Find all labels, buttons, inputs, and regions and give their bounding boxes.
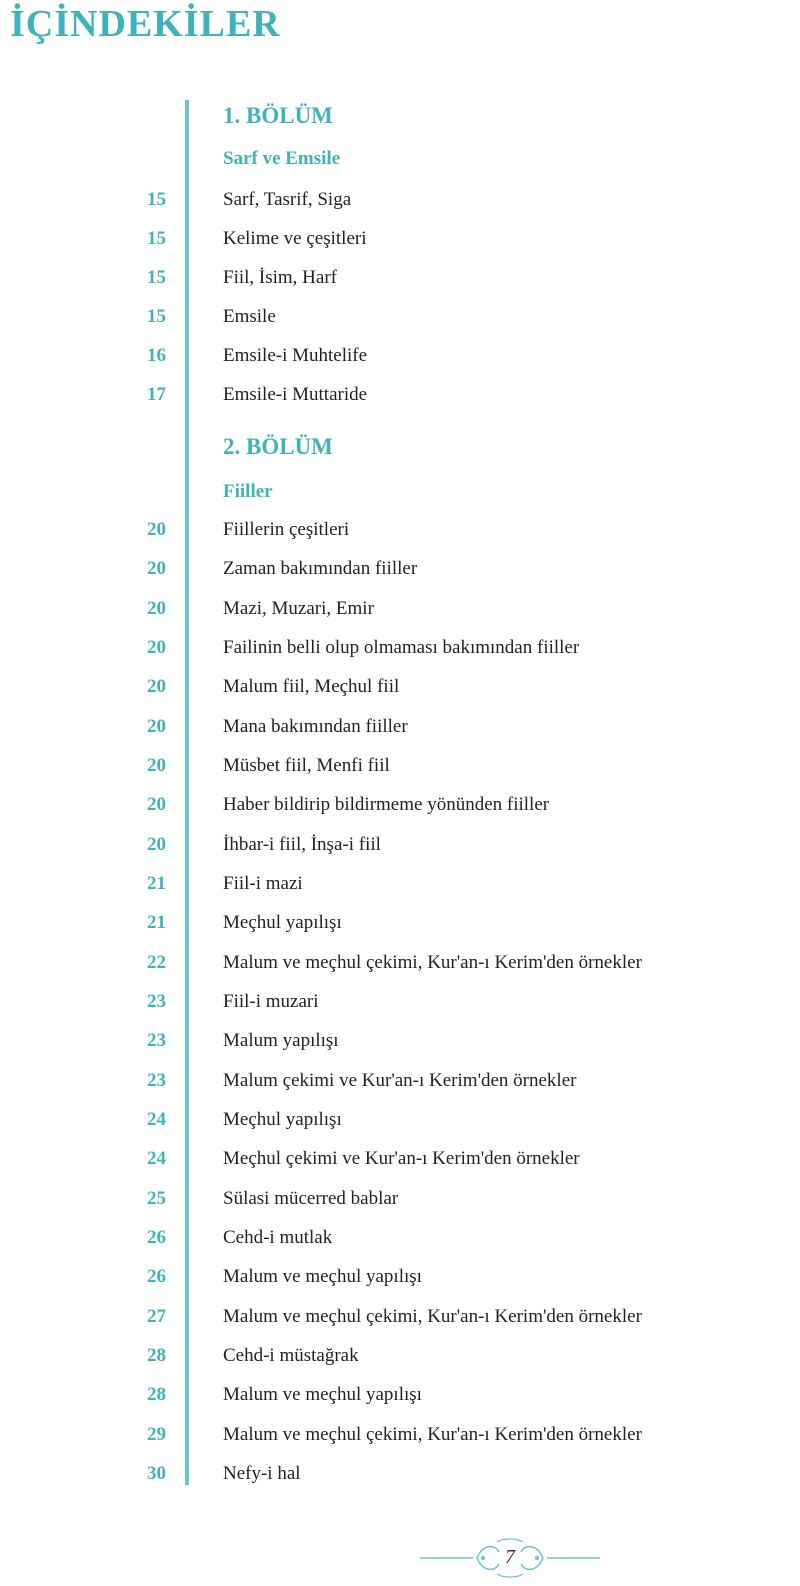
toc-page-number: 20 bbox=[147, 558, 166, 579]
toc-entry-title: Cehd-i müstağrak bbox=[223, 1345, 359, 1366]
page-title: İÇİNDEKİLER bbox=[10, 3, 281, 45]
toc-page-number: 22 bbox=[147, 952, 166, 973]
toc-page-number: 15 bbox=[147, 267, 166, 288]
toc-page-number: 16 bbox=[147, 345, 166, 366]
toc-page-number: 15 bbox=[147, 306, 166, 327]
toc-entry-title: Emsile-i Muttaride bbox=[223, 384, 368, 405]
toc-entry-title: Meçhul çekimi ve Kur'an-ı Kerim'den örnekler bbox=[223, 1148, 580, 1169]
section-subheading bbox=[0, 144, 800, 174]
toc-page-number: 28 bbox=[147, 1384, 166, 1405]
toc-entry-title: Sülasi mücerred bablar bbox=[223, 1188, 399, 1209]
toc-entry-title: Malum ve meçhul çekimi, Kur'an-ı Kerim'den örnekler bbox=[223, 952, 642, 973]
toc-entry[interactable] bbox=[0, 380, 800, 410]
toc-entry-title: Emsile-i Muhtelife bbox=[223, 345, 368, 366]
toc-page-number: 23 bbox=[147, 1070, 166, 1091]
section-heading bbox=[0, 432, 800, 462]
toc-entry[interactable] bbox=[0, 302, 800, 332]
toc-page-number: 17 bbox=[147, 384, 166, 405]
toc-entry[interactable] bbox=[0, 594, 800, 624]
toc-entry-title: Meçhul yapılışı bbox=[223, 1109, 342, 1130]
toc-page-number: 20 bbox=[147, 598, 166, 619]
toc-page-number: 20 bbox=[147, 755, 166, 776]
toc-page-number: 20 bbox=[147, 637, 166, 658]
toc-entry-title: Zaman bakımından fiiller bbox=[223, 558, 418, 579]
toc-entry-title: Haber bildirip bildirmeme yönünden fiiller bbox=[223, 794, 550, 815]
toc-entry[interactable] bbox=[0, 1420, 800, 1450]
page-number: 7 bbox=[505, 1546, 515, 1568]
toc-entry[interactable] bbox=[0, 790, 800, 820]
toc-page-number: 21 bbox=[147, 873, 166, 894]
toc-entry-title: Mazi, Muzari, Emir bbox=[223, 598, 374, 619]
toc-entry[interactable] bbox=[0, 830, 800, 860]
toc-entry[interactable] bbox=[0, 633, 800, 663]
toc-entry[interactable] bbox=[0, 1144, 800, 1174]
toc-page-number: 20 bbox=[147, 834, 166, 855]
toc-page-number: 15 bbox=[147, 189, 166, 210]
toc-entry[interactable] bbox=[0, 672, 800, 702]
toc-page-number: 23 bbox=[147, 991, 166, 1012]
toc-entry[interactable] bbox=[0, 185, 800, 215]
toc-entry-title: Sarf, Tasrif, Siga bbox=[223, 189, 352, 210]
toc-entry-title: Meçhul yapılışı bbox=[223, 912, 342, 933]
toc-page-number: 30 bbox=[147, 1463, 166, 1484]
toc-entry-title: Fiil, İsim, Harf bbox=[223, 267, 337, 288]
toc-entry-title: Fiillerin çeşitleri bbox=[223, 519, 350, 540]
toc-page-number: 20 bbox=[147, 716, 166, 737]
toc-entry-title: Fiil-i muzari bbox=[223, 991, 319, 1012]
toc-entry-title: Malum ve meçhul çekimi, Kur'an-ı Kerim'den örnekler bbox=[223, 1424, 642, 1445]
toc-entry[interactable] bbox=[0, 1262, 800, 1292]
toc-entry[interactable] bbox=[0, 1380, 800, 1410]
toc-entry-title: Fiil-i mazi bbox=[223, 873, 303, 894]
toc-entry-title: Malum çekimi ve Kur'an-ı Kerim'den örnekler bbox=[223, 1070, 577, 1091]
toc-page-number: 20 bbox=[147, 676, 166, 697]
toc-entry[interactable] bbox=[0, 341, 800, 371]
toc-entry[interactable] bbox=[0, 1459, 800, 1489]
toc-page-number: 20 bbox=[147, 794, 166, 815]
toc-page-number: 27 bbox=[147, 1306, 166, 1327]
toc-entry[interactable] bbox=[0, 224, 800, 254]
toc-entry-title: Malum ve meçhul yapılışı bbox=[223, 1384, 422, 1405]
toc-entry[interactable] bbox=[0, 1184, 800, 1214]
section-subheading bbox=[0, 477, 800, 507]
toc-entry-title: Malum fiil, Meçhul fiil bbox=[223, 676, 400, 697]
toc-page-number: 24 bbox=[147, 1148, 166, 1169]
section-heading-text: 1. BÖLÜM bbox=[223, 103, 333, 128]
toc-entry[interactable] bbox=[0, 1066, 800, 1096]
toc-entry-title: İhbar-i fiil, İnşa-i fiil bbox=[223, 834, 381, 855]
toc-entry-title: Malum yapılışı bbox=[223, 1030, 339, 1051]
toc-entry[interactable] bbox=[0, 515, 800, 545]
toc-entry[interactable] bbox=[0, 1105, 800, 1135]
toc-page-number: 26 bbox=[147, 1227, 166, 1248]
toc-entry[interactable] bbox=[0, 1341, 800, 1371]
toc-entry[interactable] bbox=[0, 987, 800, 1017]
toc-entry[interactable] bbox=[0, 869, 800, 899]
toc-entry[interactable] bbox=[0, 1302, 800, 1332]
toc-entry[interactable] bbox=[0, 948, 800, 978]
toc-entry-title: Cehd-i mutlak bbox=[223, 1227, 333, 1248]
toc-page-number: 23 bbox=[147, 1030, 166, 1051]
toc-entry-title: Failinin belli olup olmaması bakımından fiiller bbox=[223, 637, 580, 658]
toc-page-number: 24 bbox=[147, 1109, 166, 1130]
toc-entry-title: Emsile bbox=[223, 306, 276, 327]
toc-entry[interactable] bbox=[0, 712, 800, 742]
toc-page-number: 15 bbox=[147, 228, 166, 249]
toc-entry[interactable] bbox=[0, 908, 800, 938]
toc-entry-title: Nefy-i hal bbox=[223, 1463, 301, 1484]
toc-page-number: 26 bbox=[147, 1266, 166, 1287]
toc-entry[interactable] bbox=[0, 1026, 800, 1056]
toc-page-number: 25 bbox=[147, 1188, 166, 1209]
toc-entry[interactable] bbox=[0, 554, 800, 584]
toc-page-number: 29 bbox=[147, 1424, 166, 1445]
section-subheading-text: Fiiller bbox=[223, 481, 273, 502]
section-heading bbox=[0, 101, 800, 131]
page-footer bbox=[0, 1536, 800, 1580]
toc-entry[interactable] bbox=[0, 1223, 800, 1253]
toc-entry-title: Malum ve meçhul çekimi, Kur'an-ı Kerim'den örnekler bbox=[223, 1306, 642, 1327]
toc-entry-title: Müsbet fiil, Menfi fiil bbox=[223, 755, 390, 776]
toc-page-number: 21 bbox=[147, 912, 166, 933]
toc-entry-title: Mana bakımından fiiller bbox=[223, 716, 408, 737]
section-heading-text: 2. BÖLÜM bbox=[223, 434, 333, 459]
toc-page-number: 20 bbox=[147, 519, 166, 540]
toc-entry[interactable] bbox=[0, 263, 800, 293]
toc-entry[interactable] bbox=[0, 751, 800, 781]
section-subheading-text: Sarf ve Emsile bbox=[223, 148, 341, 169]
toc-entry-title: Malum ve meçhul yapılışı bbox=[223, 1266, 422, 1287]
toc-page-number: 28 bbox=[147, 1345, 166, 1366]
toc-entry-title: Kelime ve çeşitleri bbox=[223, 228, 367, 249]
